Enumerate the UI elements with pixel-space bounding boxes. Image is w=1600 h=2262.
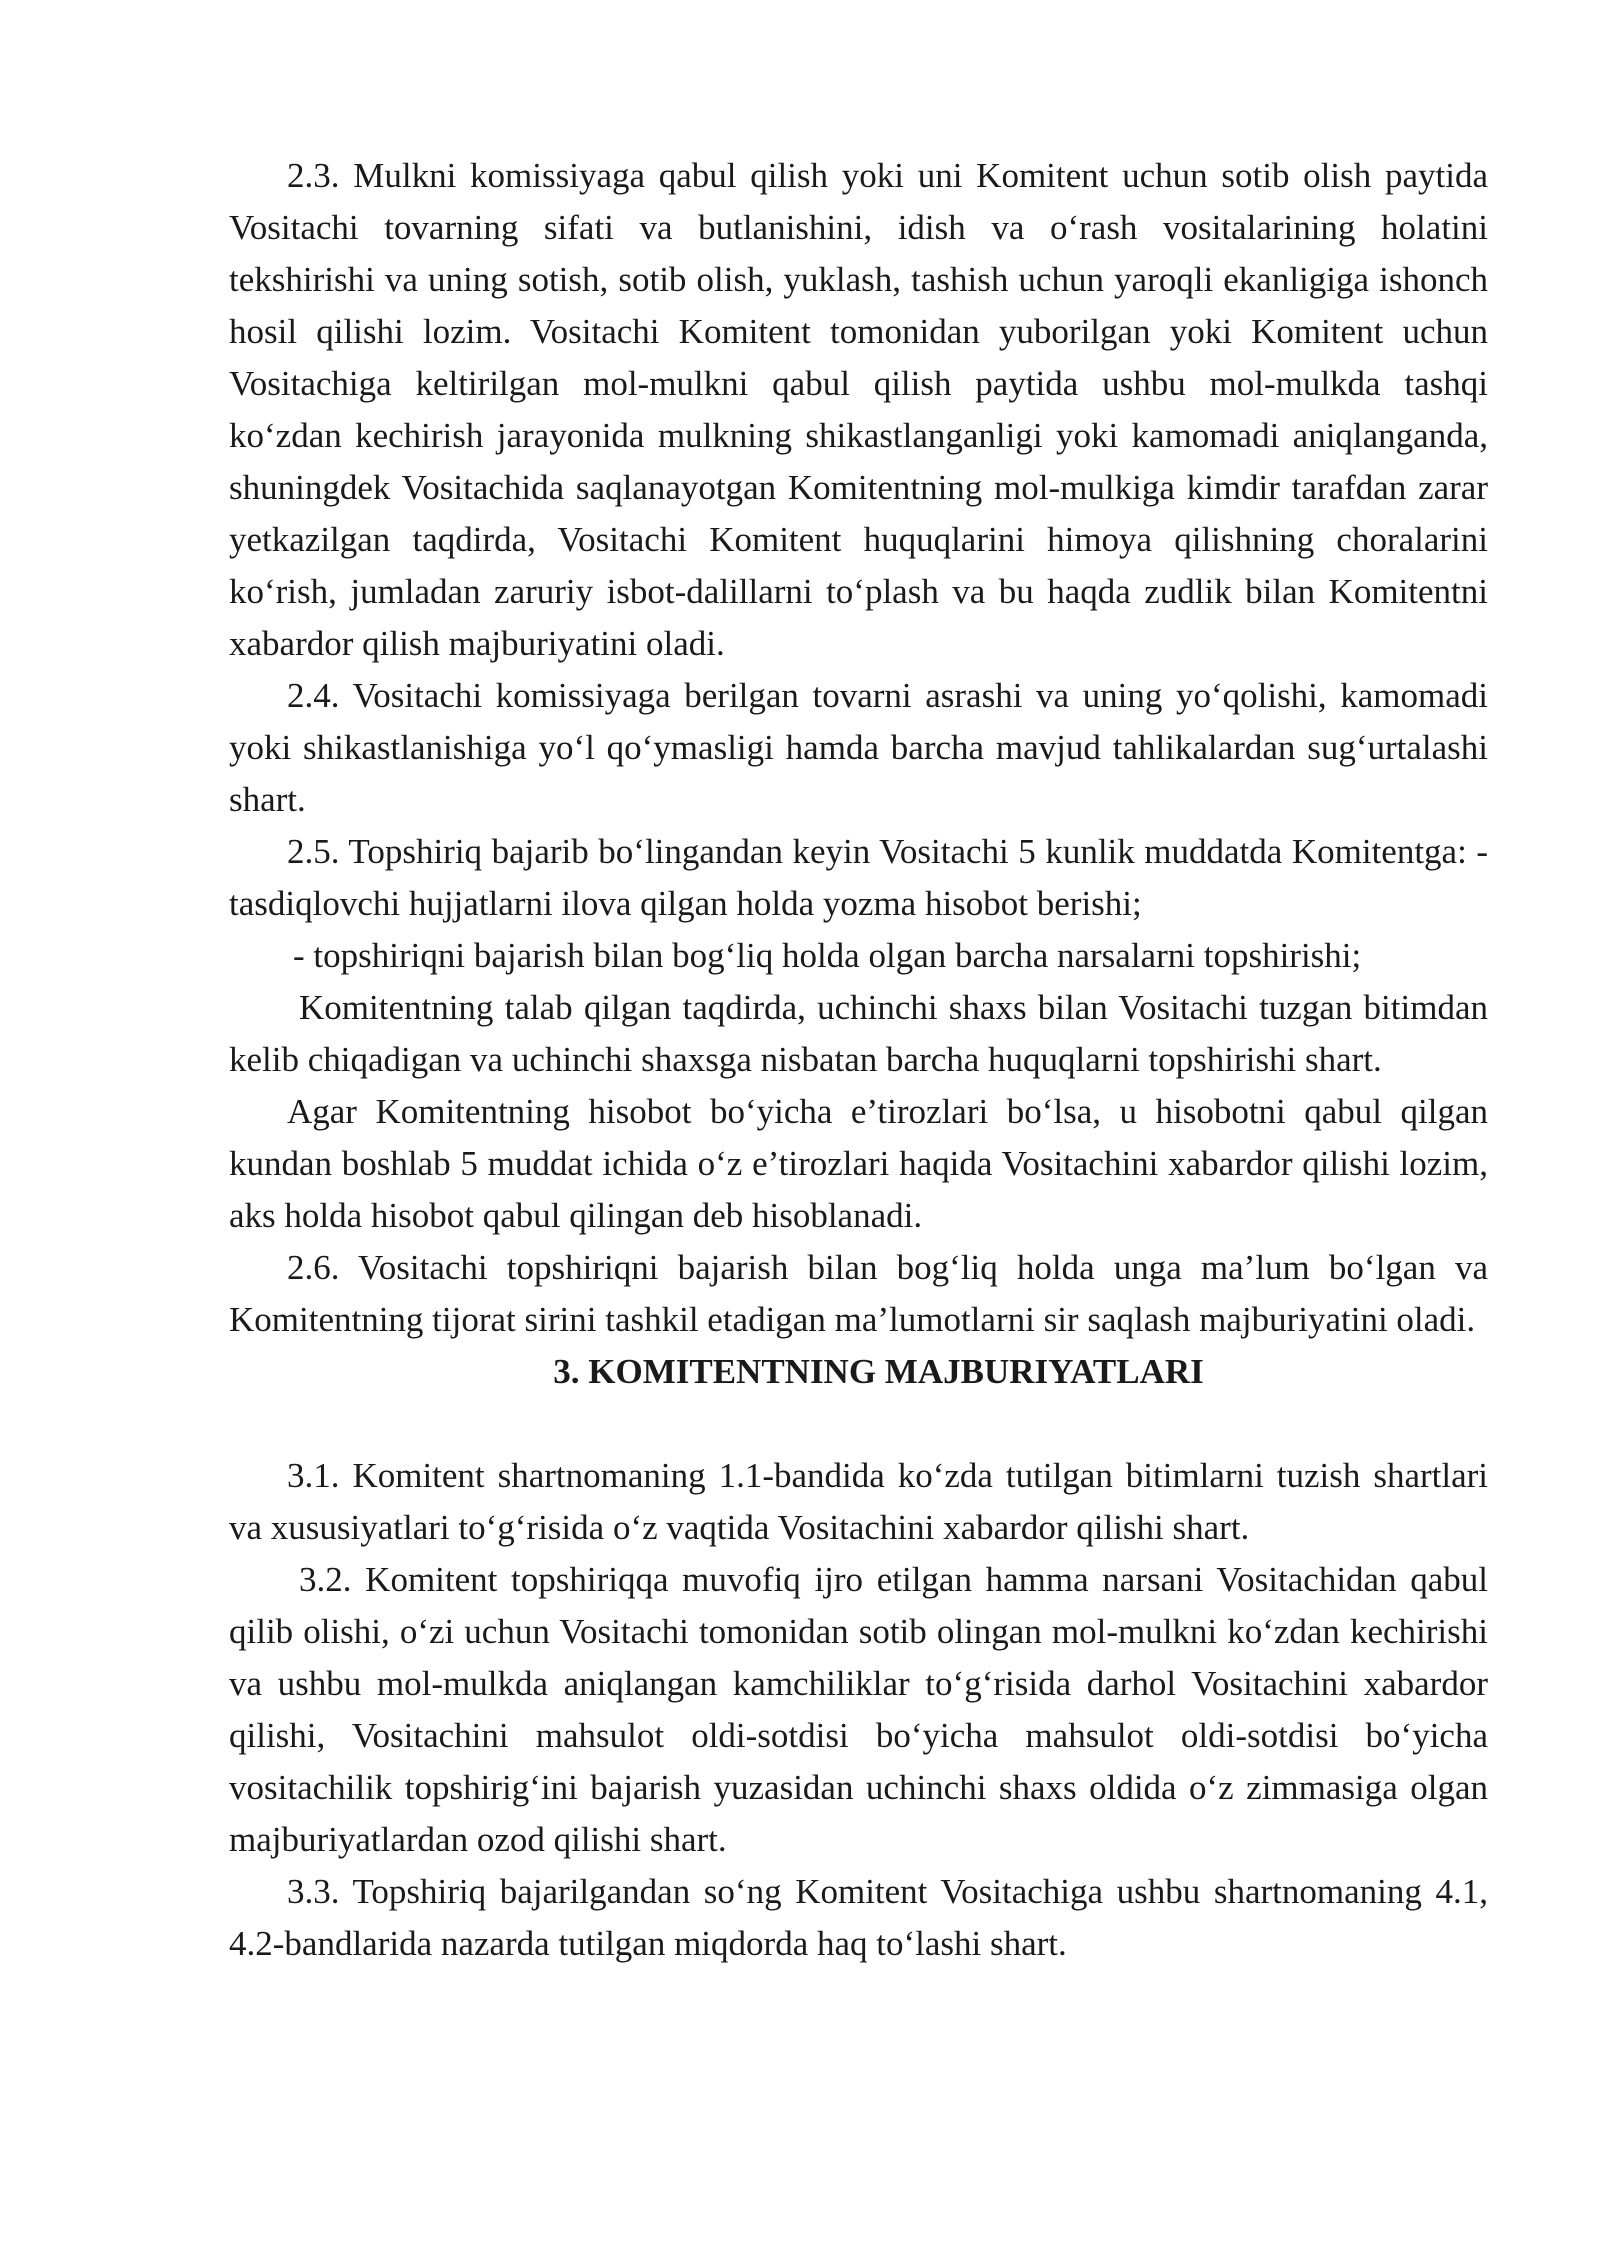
paragraph-2-5: 2.5. Topshiriq bajarib bo‘lingandan keyin Vositachi 5 kunlik muddatda Komitentga: - tasdiqlovchi hujjatlarni ilova qilgan holda yozma hisobot berishi; [229, 832, 1488, 923]
section-spacer [229, 1398, 1488, 1450]
paragraph-2-5-item-transfer: - topshiriqni bajarish bilan bog‘liq holda olgan barcha narsalarni topshirishi; [293, 936, 1362, 975]
paragraph-2-3: 2.3. Mulkni komissiyaga qabul qilish yoki uni Komitent uchun sotib olish paytida Vositachi tovarning sifati va butlanishini, idish va o‘rash vositalarining holatini tekshirishi va uning sotish, sotib olish, yuklash, tashish uchun yaroqli ekanligiga ishonch hosil qilishi lozim. Vositachi Komitent tomonidan yuborilgan yoki Komitent uchun Vositachiga keltirilgan mol-mulkni qabul qilish paytida ushbu mol-mulkda tashqi ko‘zdan kechirish jarayonida mulkning shikastlanganligi yoki kamomadi aniqlanganda, shuningdek Vositachida saqlanayotgan Komitentning mol-mulkiga kimdir tarafdan zarar yetkazilgan taqdirda, Vositachi Komitent huquqlarini himoya qilishning choralarini ko‘rish, jumladan zaruriy isbot-dalillarni to‘plash va bu haqda zudlik bilan Komitentni xabardor qilish majburiyatini oladi. [229, 156, 1488, 663]
paragraph-2-6: 2.6. Vositachi topshiriqni bajarish bilan bog‘liq holda unga ma’lum bo‘lgan va Komitentning tijorat sirini tashkil etadigan ma’lumotlarni sir saqlash majburiyatini oladi. [229, 1248, 1488, 1339]
paragraph-3-3: 3.3. Topshiriq bajarilgandan so‘ng Komitent Vositachiga ushbu shartnomaning 4.1, 4.2-bandlarida nazarda tutilgan miqdorda haq to‘lashi shart. [229, 1872, 1488, 1963]
document-page [229, 150, 1488, 1970]
section-heading: 3. KOMITENTNING MAJBURIYATLARI [553, 1352, 1204, 1391]
paragraph-objections: Agar Komitentning hisobot bo‘yicha e’tirozlari bo‘lsa, u hisobotni qabul qilgan kundan boshlab 5 muddat ichida o‘z e’tirozlari haqida Vositachini xabardor qilishi lozim, aks holda hisobot qabul qilingan deb hisoblanadi. [229, 1092, 1488, 1235]
paragraph-3-2: 3.2. Komitent topshiriqqa muvofiq ijro etilgan hamma narsani Vositachidan qabul qilib olishi, o‘zi uchun Vositachi tomonidan sotib olingan mol-mulkni ko‘zdan kechirishi va ushbu mol-mulkda aniqlangan kamchiliklar to‘g‘risida darhol Vositachini xabardor qilishi, Vositachini mahsulot oldi-sotdisi bo‘yicha mahsulot oldi-sotdisi bo‘yicha vositachilik topshirig‘ini bajarish yuzasidan uchinchi shaxs oldida o‘z zimmasiga olgan majburiyatlardan ozod qilishi shart. [229, 1560, 1488, 1859]
paragraph-3-1: 3.1. Komitent shartnomaning 1.1-bandida ko‘zda tutilgan bitimlarni tuzish shartlari va xususiyatlari to‘g‘risida o‘z vaqtida Vositachini xabardor qilishi shart. [229, 1456, 1488, 1547]
paragraph-2-4: 2.4. Vositachi komissiyaga berilgan tovarni asrashi va uning yo‘qolishi, kamomadi yoki shikastlanishiga yo‘l qo‘ymasligi hamda barcha mavjud tahlikalardan sug‘urtalashi shart. [229, 676, 1488, 819]
paragraph-2-5-rights: Komitentning talab qilgan taqdirda, uchinchi shaxs bilan Vositachi tuzgan bitimdan kelib chiqadigan va uchinchi shaxsga nisbatan barcha huquqlarni topshirishi shart. [229, 988, 1488, 1079]
